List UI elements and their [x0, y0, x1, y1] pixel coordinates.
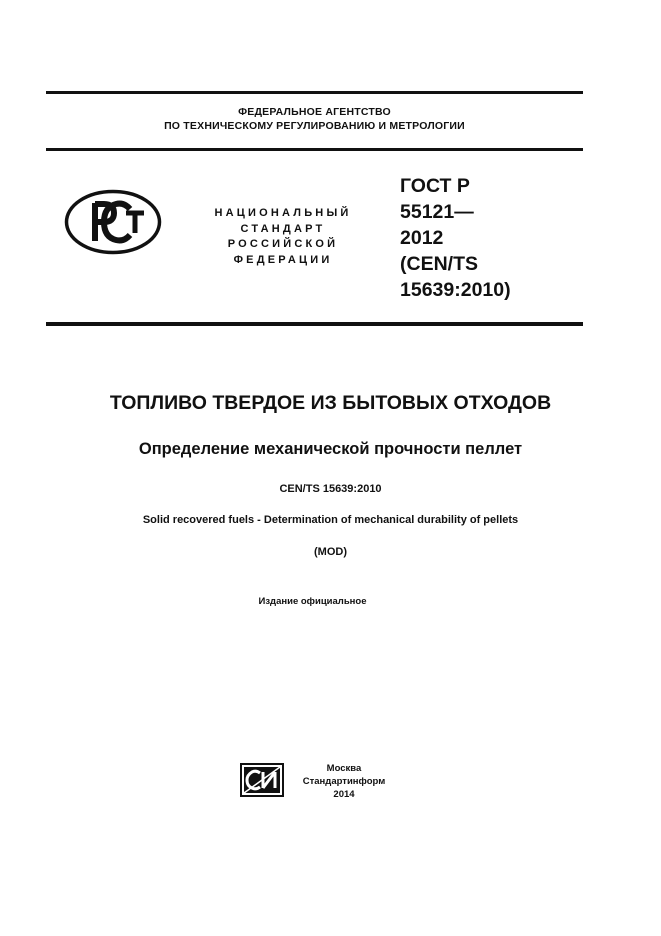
national-standard-block [190, 206, 376, 268]
publisher-name: Стандартинформ [302, 776, 386, 787]
agency-line-2: ПО ТЕХНИЧЕСКОМУ РЕГУЛИРОВАНИЮ И МЕТРОЛОГИИ [164, 120, 465, 132]
document-subtitle: Определение механической прочности пеллет [138, 440, 523, 458]
publisher-year: 2014 [333, 789, 355, 800]
designation-line-2: 55121— [400, 201, 474, 223]
standartinform-logo-icon [240, 763, 284, 797]
standard-designation [400, 173, 511, 303]
cen-reference: CEN/TS 15639:2010 [279, 483, 382, 495]
publisher-block [292, 762, 396, 801]
national-line-3: РОССИЙСКОЙ [227, 238, 339, 250]
national-line-2: СТАНДАРТ [240, 222, 326, 235]
english-title: Solid recovered fuels - Determination of mechanical durability of pellets [142, 514, 519, 526]
logo-text: РСТ [64, 189, 66, 190]
agency-line-1: ФЕДЕРАЛЬНОЕ АГЕНТСТВО [238, 106, 391, 118]
designation-line-4: (CEN/TS [400, 253, 478, 275]
rst-logo-icon [64, 189, 162, 255]
mid-rule [46, 322, 583, 326]
designation-line-3: 2012 [400, 227, 444, 249]
agency-header [46, 105, 583, 133]
top-rule [46, 91, 583, 94]
modification-note: (MOD) [314, 546, 347, 558]
header-bottom-rule [46, 148, 583, 151]
publisher-city: Москва [326, 763, 362, 774]
document-title: ТОПЛИВО ТВЕРДОЕ ИЗ БЫТОВЫХ ОТХОДОВ [109, 392, 552, 414]
edition-note: Издание официальное [258, 596, 367, 607]
national-line-4: ФЕДЕРАЦИИ [233, 253, 333, 266]
designation-line-5: 15639:2010) [400, 279, 511, 301]
national-line-1: НАЦИОНАЛЬНЫЙ [214, 207, 352, 219]
designation-line-1: ГОСТ Р [400, 175, 470, 197]
